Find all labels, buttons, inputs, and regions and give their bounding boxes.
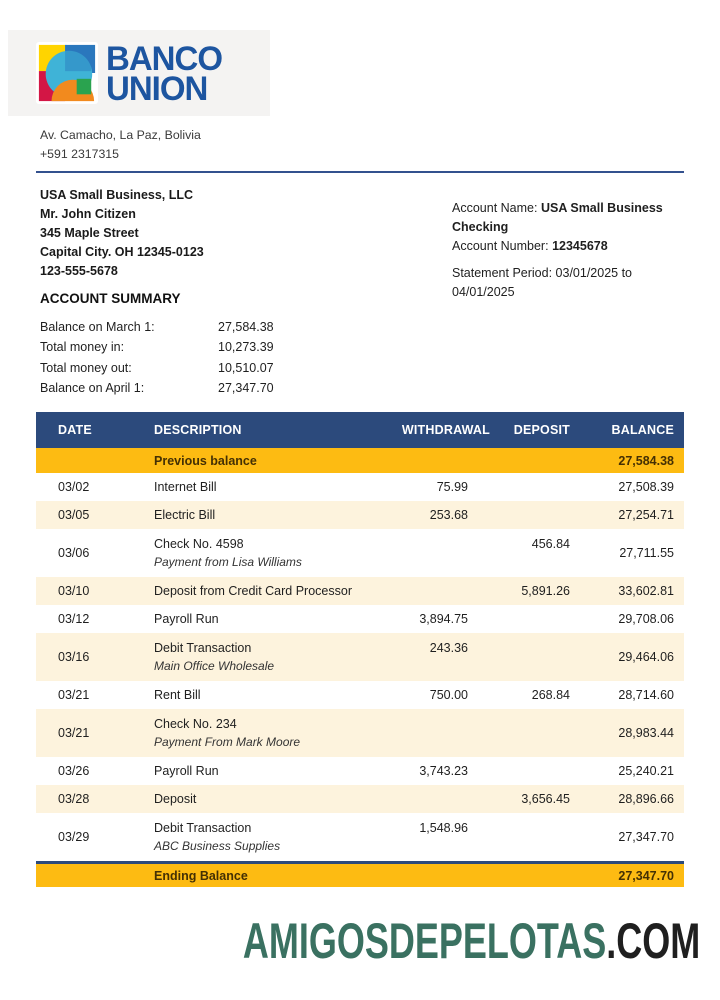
transaction-balance: 28,714.60 — [618, 688, 674, 702]
transactions-table — [36, 412, 684, 887]
previous-balance-value: 27,584.38 — [618, 453, 674, 468]
transaction-description — [118, 584, 357, 598]
transaction-date: 03/06 — [58, 546, 90, 560]
transaction-row — [36, 501, 684, 529]
account-number-line — [452, 237, 684, 256]
summary-row — [40, 317, 274, 337]
transaction-date: 03/26 — [58, 764, 90, 778]
statement-period-line — [452, 264, 684, 302]
transaction-withdrawal — [357, 709, 490, 717]
transaction-date: 03/12 — [58, 612, 90, 626]
transaction-description-sub: Main Office Wholesale — [154, 659, 275, 673]
summary-row — [40, 358, 274, 378]
transaction-description — [118, 688, 357, 702]
ending-balance-value: 27,347.70 — [618, 868, 674, 883]
transaction-date: 03/21 — [58, 726, 90, 740]
transaction-row — [36, 605, 684, 633]
transaction-description-main: Payroll Run — [154, 764, 219, 778]
transaction-row — [36, 633, 684, 681]
transaction-description — [118, 508, 357, 522]
bank-address-block — [40, 126, 201, 163]
bank-logo — [8, 30, 270, 116]
transaction-description — [118, 612, 357, 626]
summary-row — [40, 337, 274, 357]
statement-period-value: 03/01/2025 to 04/01/2025 — [452, 266, 633, 299]
customer-city: Capital City. OH 12345-0123 — [40, 245, 204, 259]
bank-phone: +591 2317315 — [40, 146, 119, 161]
transaction-balance: 29,464.06 — [618, 650, 674, 664]
transaction-deposit: 5,891.26 — [521, 584, 570, 598]
transaction-row — [36, 709, 684, 757]
transaction-deposit: 456.84 — [531, 537, 570, 551]
transaction-date: 03/10 — [58, 584, 90, 598]
summary-value: 27,584.38 — [218, 320, 274, 334]
transaction-row — [36, 529, 684, 577]
footer-site-name: AMIGOSDEPELOTAS — [242, 913, 607, 969]
transaction-description-main: Internet Bill — [154, 480, 217, 494]
transaction-balance: 28,896.66 — [618, 792, 674, 806]
header-deposit: DEPOSIT — [513, 423, 570, 437]
transaction-withdrawal: 75.99 — [436, 480, 468, 494]
bank-name-line2: UNION — [106, 68, 208, 108]
transaction-balance: 27,711.55 — [619, 546, 674, 560]
transaction-description-main: Check No. 234 — [154, 717, 237, 731]
header-description: DESCRIPTION — [154, 423, 242, 437]
transaction-description — [118, 764, 357, 778]
transaction-balance: 27,347.70 — [618, 830, 674, 844]
account-info-block — [452, 186, 684, 302]
transaction-row — [36, 757, 684, 785]
transaction-withdrawal: 243.36 — [429, 641, 468, 655]
account-summary — [40, 317, 274, 399]
account-number-value: 12345678 — [552, 239, 608, 253]
account-name-line — [452, 199, 684, 237]
customer-street: 345 Maple Street — [40, 226, 139, 240]
transaction-withdrawal — [357, 529, 490, 537]
transactions-body — [36, 473, 684, 861]
transaction-description-sub: Payment From Mark Moore — [154, 735, 301, 749]
transaction-withdrawal: 750.00 — [429, 688, 468, 702]
transaction-description-main: Payroll Run — [154, 612, 219, 626]
account-summary-title: ACCOUNT SUMMARY — [40, 291, 181, 306]
transaction-balance: 27,508.39 — [618, 480, 674, 494]
header-date: DATE — [58, 423, 92, 437]
transaction-description — [118, 717, 357, 749]
transaction-date: 03/28 — [58, 792, 90, 806]
statement-period-label: Statement Period: — [452, 266, 553, 280]
account-number-label: Account Number: — [452, 239, 549, 253]
transaction-description — [118, 537, 357, 569]
transaction-date: 03/21 — [58, 688, 90, 702]
transaction-description-main: Check No. 4598 — [154, 537, 244, 551]
header-withdrawal: WITHDRAWAL — [401, 423, 490, 437]
ending-balance-row — [36, 861, 684, 887]
previous-balance-label: Previous balance — [154, 453, 257, 468]
ending-balance-label: Ending Balance — [154, 868, 248, 883]
transaction-description-sub: Payment from Lisa Williams — [154, 555, 302, 569]
transaction-withdrawal: 1,548.96 — [419, 821, 468, 835]
transaction-deposit — [490, 633, 572, 641]
transaction-row — [36, 577, 684, 605]
transaction-description-main: Rent Bill — [154, 688, 201, 702]
transaction-row — [36, 681, 684, 709]
transaction-date: 03/16 — [58, 650, 90, 664]
bank-name — [106, 38, 222, 108]
transaction-balance: 25,240.21 — [618, 764, 674, 778]
transaction-balance: 29,708.06 — [618, 612, 674, 626]
transaction-description-main: Debit Transaction — [154, 821, 252, 835]
summary-value: 10,510.07 — [218, 360, 274, 375]
transaction-description — [118, 821, 357, 853]
transaction-description-main: Deposit from Credit Card Processor — [154, 584, 352, 598]
transaction-description-main: Electric Bill — [154, 508, 216, 522]
bank-name-line1: BANCO — [106, 38, 222, 78]
summary-row — [40, 378, 274, 398]
transaction-description-sub: ABC Business Supplies — [154, 839, 281, 853]
transaction-withdrawal: 3,894.75 — [419, 612, 468, 626]
account-name-label: Account Name: — [452, 201, 538, 215]
summary-value: 27,347.70 — [218, 381, 274, 396]
summary-value: 10,273.39 — [218, 340, 274, 355]
transaction-row — [36, 785, 684, 813]
transaction-deposit — [490, 709, 572, 717]
customer-company: USA Small Business, LLC — [40, 188, 194, 202]
transaction-withdrawal: 253.68 — [429, 508, 468, 522]
transaction-description-main: Deposit — [154, 792, 197, 806]
transaction-date: 03/02 — [58, 480, 90, 494]
transaction-withdrawal: 3,743.23 — [419, 764, 468, 778]
transaction-balance: 33,602.81 — [618, 584, 674, 598]
customer-phone: 123-555-5678 — [40, 264, 118, 278]
transaction-date: 03/29 — [58, 830, 90, 844]
transaction-row — [36, 813, 684, 861]
divider-line — [36, 171, 684, 173]
transaction-description-main: Debit Transaction — [154, 641, 252, 655]
transaction-description — [118, 480, 357, 494]
transaction-deposit: 3,656.45 — [521, 792, 570, 806]
transaction-deposit: 268.84 — [531, 688, 570, 702]
transaction-balance: 28,983.44 — [618, 726, 674, 740]
customer-address-block — [40, 186, 452, 302]
transaction-date: 03/05 — [58, 508, 90, 522]
transaction-balance: 27,254.71 — [618, 508, 674, 522]
customer-name: Mr. John Citizen — [40, 207, 136, 221]
header-balance: BALANCE — [611, 423, 674, 437]
transaction-deposit — [490, 813, 572, 821]
footer-site-tld: .COM — [606, 913, 700, 969]
banco-union-logo-icon — [36, 42, 98, 104]
summary-label: Total money in: — [40, 340, 125, 355]
account-name-value: USA Small Business Checking — [452, 201, 663, 234]
footer-watermark — [242, 913, 700, 969]
previous-balance-row — [36, 448, 684, 473]
transaction-description — [118, 792, 357, 806]
statement-info-row — [40, 186, 684, 302]
summary-label: Total money out: — [40, 360, 132, 375]
summary-label: Balance on March 1: — [40, 320, 155, 334]
transaction-row — [36, 473, 684, 501]
bank-address-line: Av. Camacho, La Paz, Bolivia — [40, 128, 201, 142]
table-header-row — [36, 412, 684, 448]
summary-label: Balance on April 1: — [40, 381, 145, 396]
transaction-description — [118, 641, 357, 673]
